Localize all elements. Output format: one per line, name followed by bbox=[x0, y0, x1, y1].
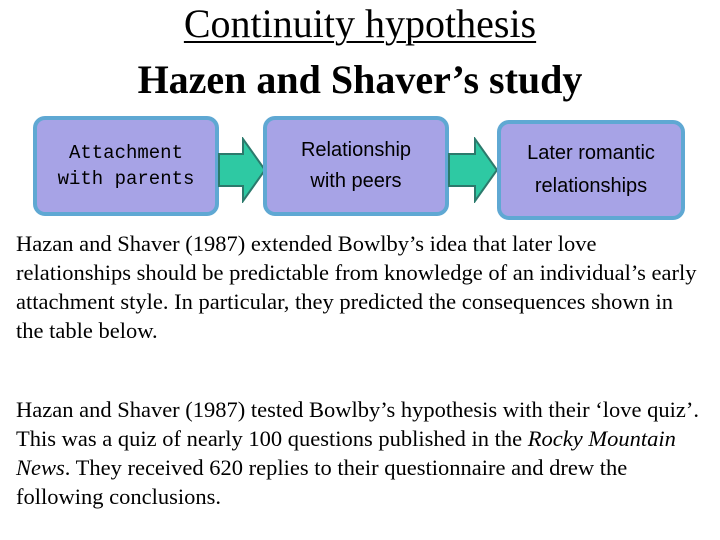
paragraph-love-quiz bbox=[16, 395, 706, 511]
paragraph-extended-idea: Hazan and Shaver (1987) extended Bowlby’s idea that later love relationships should be predictable from knowledge of an individual’s early attachment style. In particular, they predicted the consequences shown in the table below. bbox=[16, 231, 697, 343]
box3-line1: Later romantic bbox=[527, 142, 655, 164]
box3-line2: relationships bbox=[534, 175, 648, 197]
arrow-right-icon bbox=[447, 137, 499, 203]
attachment-with-parents-box bbox=[33, 116, 219, 216]
box1-line1: Attachment bbox=[68, 142, 183, 164]
relationship-with-peers-box bbox=[263, 116, 449, 216]
box2-line1: Relationship bbox=[300, 139, 412, 161]
box1-line2: with parents bbox=[57, 168, 195, 190]
paragraph-love-quiz-text-before: Hazan and Shaver (1987) tested Bowlby’s hypothesis with their ‘love quiz’. This was a quiz of nearly 100 questions published in the bbox=[16, 397, 699, 451]
box2-line2: with peers bbox=[310, 170, 402, 192]
later-romantic-relationships-box bbox=[497, 120, 685, 220]
paragraph-love-quiz-text-after: . They received 620 replies to their questionnaire and drew the following conclusions. bbox=[16, 455, 628, 509]
arrow-right-icon bbox=[217, 137, 267, 203]
page-title: Continuity hypothesis bbox=[183, 1, 537, 46]
newspaper-name: Rocky Mountain News bbox=[16, 426, 676, 480]
page-subtitle: Hazen and Shaver’s study bbox=[137, 57, 583, 102]
